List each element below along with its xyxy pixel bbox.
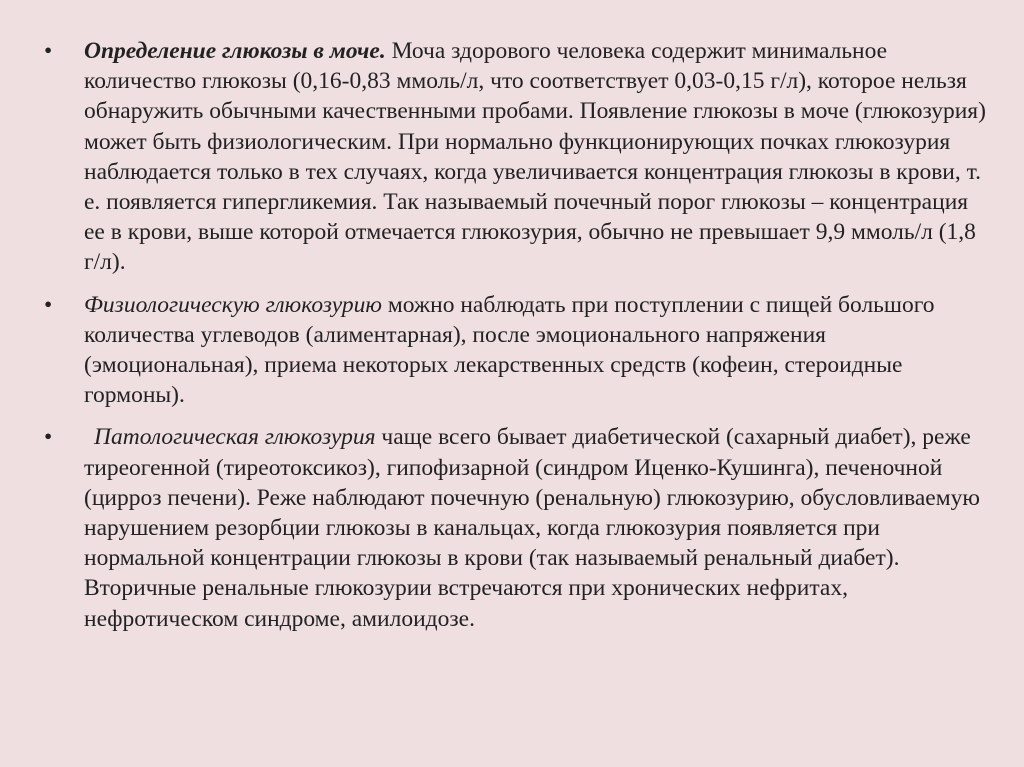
text-glucose-definition: Моча здорового человека содержит минимальное количество глюкозы (0,16-0,83 ммоль/л, что соответствует 0,03-0,15 г/л), которое нельзя обнаружить обычными качественными пробами. Появление глюкозы в моче (глюкозурия) может быть физиологическим. При нормально функционирующих почках глюкозурия наблюдается только в тех случаях, когда увеличивается концентрация глюкозы в крови, т. е. появляется гипергликемия. Так называемый почечный порог глюкозы – концентрация ее в крови, выше которой отмечается глюкозурия, обычно не превышает 9,9 ммоль/л (1,8 г/л). — [84, 38, 986, 276]
term-pathological-glucosuria: Патологическая глюкозурия — [94, 424, 376, 451]
bullet-item-glucose-definition — [44, 36, 989, 278]
bullet-list — [44, 36, 989, 646]
text-pathological-glucosuria: чаще всего бывает диабетической (сахарный диабет), реже тиреогенной (тиреотоксикоз), гипофизарной (синдром Иценко-Кушинга), печеночной (цирроз печени). Реже наблюдают почечную (ренальную) глюкозурию, обусловливаемую нарушением резорбции глюкозы в канальцах, когда глюкозурия появляется при нормальной концентрации глюкозы в крови (так называемый ренальный диабет). Вторичные ренальные глюкозурии встречаются при хронических нефритах, нефротическом синдроме, амилоидозе. — [84, 424, 980, 632]
term-physiological-glucosuria: Физиологическую глюкозурию — [84, 291, 382, 318]
bullet-icon: • — [44, 424, 53, 451]
bullet-icon: • — [44, 291, 53, 318]
bullet-icon: • — [44, 38, 53, 64]
term-glucose-definition: Определение глюкозы в моче. — [84, 38, 386, 64]
bullet-item-physiological-glucosuria — [44, 290, 989, 411]
text-physiological-glucosuria: можно наблюдать при поступлении с пищей большого количества углеводов (алиментарная), после эмоционального напряжения (эмоциональная), приема некоторых лекарственных средств (кофеин, стероидные гормоны). — [84, 291, 935, 409]
bullet-item-pathological-glucosuria — [44, 422, 989, 633]
